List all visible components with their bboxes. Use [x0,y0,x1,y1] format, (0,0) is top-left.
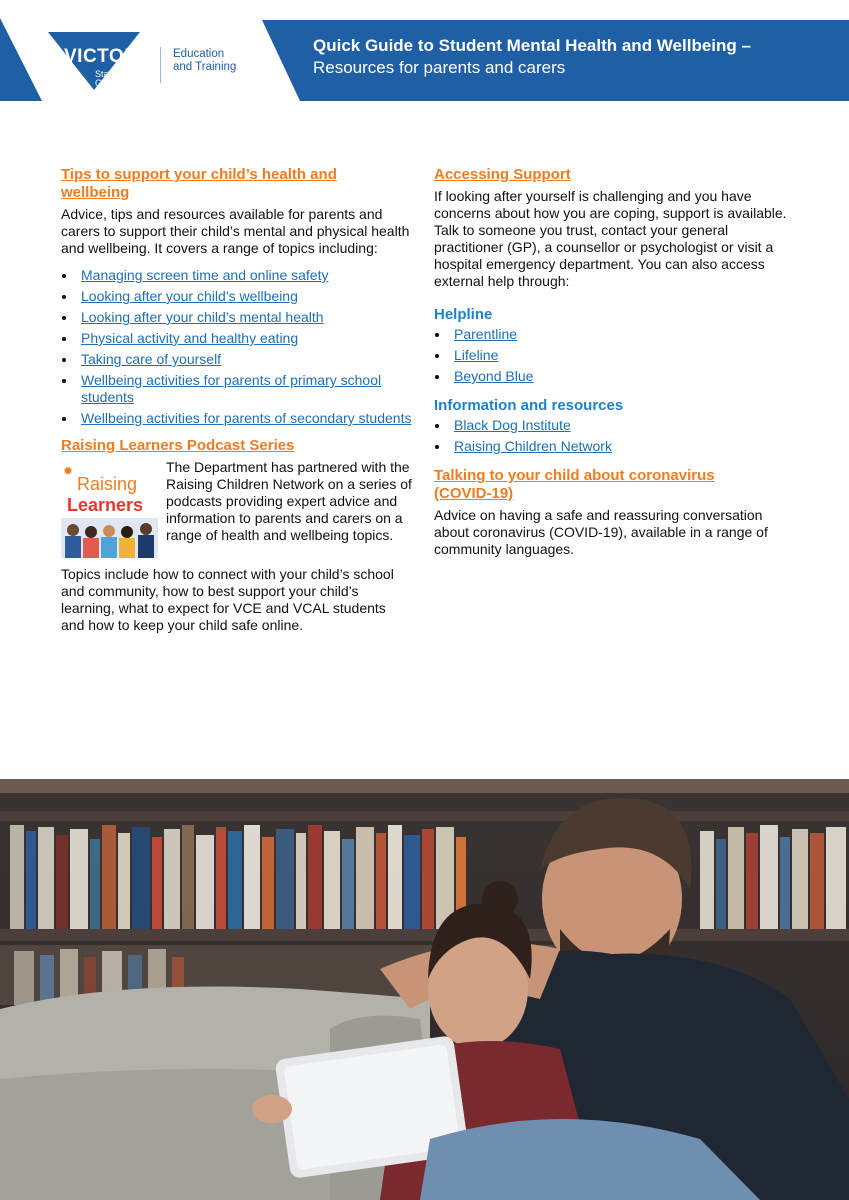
left-column [61,166,413,644]
link-child-wellbeing[interactable]: Looking after your child’s wellbeing [81,288,298,304]
right-column [434,166,796,568]
accessing-support-heading-link[interactable]: Accessing Support [434,166,571,183]
list-item [61,330,413,347]
helpline-link-list [434,326,796,385]
list-item [61,267,413,284]
list-item [61,288,413,305]
dept-line-1: Education [173,48,225,60]
list-item [61,410,413,427]
tips-body: Advice, tips and resources available for parents and carers to support their child’s mental and physical health and wellbeing. It covers a range of topics including: [61,206,410,256]
link-black-dog[interactable]: Black Dog Institute [454,417,571,433]
list-item [434,347,796,364]
list-item [434,417,796,434]
list-item [61,372,413,406]
link-taking-care[interactable]: Taking care of yourself [81,351,222,367]
link-lifeline[interactable]: Lifeline [454,347,499,363]
podcast-topics: Topics include how to connect with your child’s school and community, how to best support your child’s learning, what to expect for VCE and VCAL students and how to keep your child safe online. [61,566,394,633]
logo-raising-text: Raising [77,474,138,494]
tips-link-list [61,267,413,427]
page-header [0,0,849,101]
link-child-mental-health[interactable]: Looking after your child’s mental health [81,309,324,325]
link-parentline[interactable]: Parentline [454,326,518,342]
link-physical-activity[interactable]: Physical activity and healthy eating [81,330,299,346]
logo-sub-state: State [95,69,117,79]
link-screen-time[interactable]: Managing screen time and online safety [81,267,329,283]
raising-learners-logo-image[interactable] [61,461,158,558]
sun-icon: ✹ [63,464,74,478]
podcast-description: The Department has partnered with the Raising Children Network on a series of podcasts providing expert advice and information to parents and carers on a range of health and wellbeing topics. [166,459,412,543]
helpline-heading: Helpline [434,306,493,323]
podcast-heading-link[interactable]: Raising Learners Podcast Series [61,437,295,454]
link-primary-activities[interactable]: Wellbeing activities for parents of primary school students [81,372,382,405]
info-resources-heading: Information and resources [434,397,624,414]
department-name [173,48,236,74]
page-subtitle: Resources for parents and carers [313,58,566,77]
list-item [61,309,413,326]
page-title: Quick Guide to Student Mental Health and Wellbeing – [313,36,751,55]
link-secondary-activities[interactable]: Wellbeing activities for parents of secondary students [81,410,412,426]
list-item [434,368,796,385]
students-illustration [61,518,158,558]
podcast-block [61,459,413,558]
dept-line-2: and Training [173,61,237,73]
logo-word: VICTORIA [64,46,159,67]
photo-illustration [0,779,849,1200]
covid-heading-line-2: (COVID-19) [434,485,514,502]
info-link-list [434,417,796,455]
covid-body: Advice on having a safe and reassuring conversation about coronavirus (COVID-19), available in a range of community languages. [434,507,768,557]
parent-child-photo [0,779,849,1200]
logo-subtext [95,70,145,88]
link-beyond-blue[interactable]: Beyond Blue [454,368,534,384]
logo-divider [160,47,161,83]
tips-heading-line-1: Tips to support your child’s health and [61,166,337,183]
logo-sub-government: Government [95,78,145,88]
list-item [434,438,796,455]
list-item [434,326,796,343]
list-item [61,351,413,368]
accessing-support-body: If looking after yourself is challenging and you have concerns about how you are coping, support is available. Talk to someone you trust, contact your general practitioner (GP), a counsellor or psychologist or visit a hospital emergency department. You can also access external help through: [434,188,787,289]
link-raising-children[interactable]: Raising Children Network [454,438,612,454]
logo-learners-text: Learners [67,495,144,515]
covid-heading-link[interactable] [434,467,796,503]
tips-heading-link[interactable] [61,166,413,202]
tips-heading-line-2: wellbeing [61,184,130,201]
covid-heading-line-1: Talking to your child about coronavirus [434,467,715,484]
